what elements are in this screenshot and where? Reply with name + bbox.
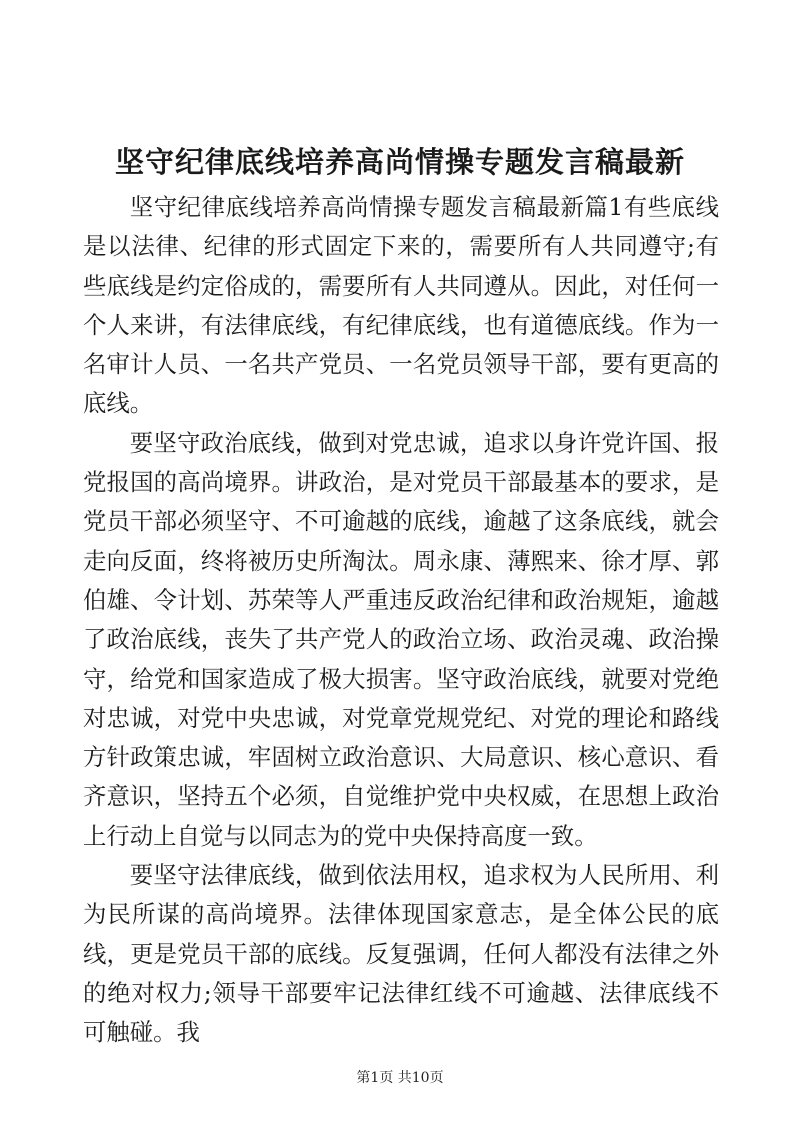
paragraph-3: 要坚守法律底线，做到依法用权，追求权为人民所用、利为民所谋的高尚境界。法律体现国家意志，是全体公民的底线，更是党员干部的底线。反复强调，任何人都没有法律之外的绝对权力;领导干部要牢记法律红线不可逾越、法律底线不可触碰。我 xyxy=(83,861,719,1047)
document-body xyxy=(83,188,719,1053)
paragraph-1: 坚守纪律底线培养高尚情操专题发言稿最新篇1有些底线是以法律、纪律的形式固定下来的，需要所有人共同遵守;有些底线是约定俗成的，需要所有人共同遵从。因此，对任何一个人来讲，有法律底线，有纪律底线，也有道德底线。作为一名审计人员、一名共产党员、一名党员领导干部，要有更高的底线。 xyxy=(83,193,719,418)
document-title: 坚守纪律底线培养高尚情操专题发言稿最新 xyxy=(114,145,685,179)
paragraph-2: 要坚守政治底线，做到对党忠诚，追求以身许党许国、报党报国的高尚境界。讲政治，是对党员干部最基本的要求，是党员干部必须坚守、不可逾越的底线，逾越了这条底线，就会走向反面，终将被历史所淘汰。周永康、薄熙来、徐才厚、郭伯雄、令计划、苏荣等人严重违反政治纪律和政治规矩，逾越了政治底线，丧失了共产党人的政治立场、政治灵魂、政治操守，给党和国家造成了极大损害。坚守政治底线，就要对党绝对忠诚，对党中央忠诚，对党章党规党纪、对党的理论和路线方针政策忠诚，牢固树立政治意识、大局意识、核心意识、看齐意识，坚持五个必须，自觉维护党中央权威，在思想上政治上行动上自觉与以同志为的党中央保持高度一致。 xyxy=(83,428,719,850)
page-number-footer: 第1页 共10页 xyxy=(356,1070,444,1086)
